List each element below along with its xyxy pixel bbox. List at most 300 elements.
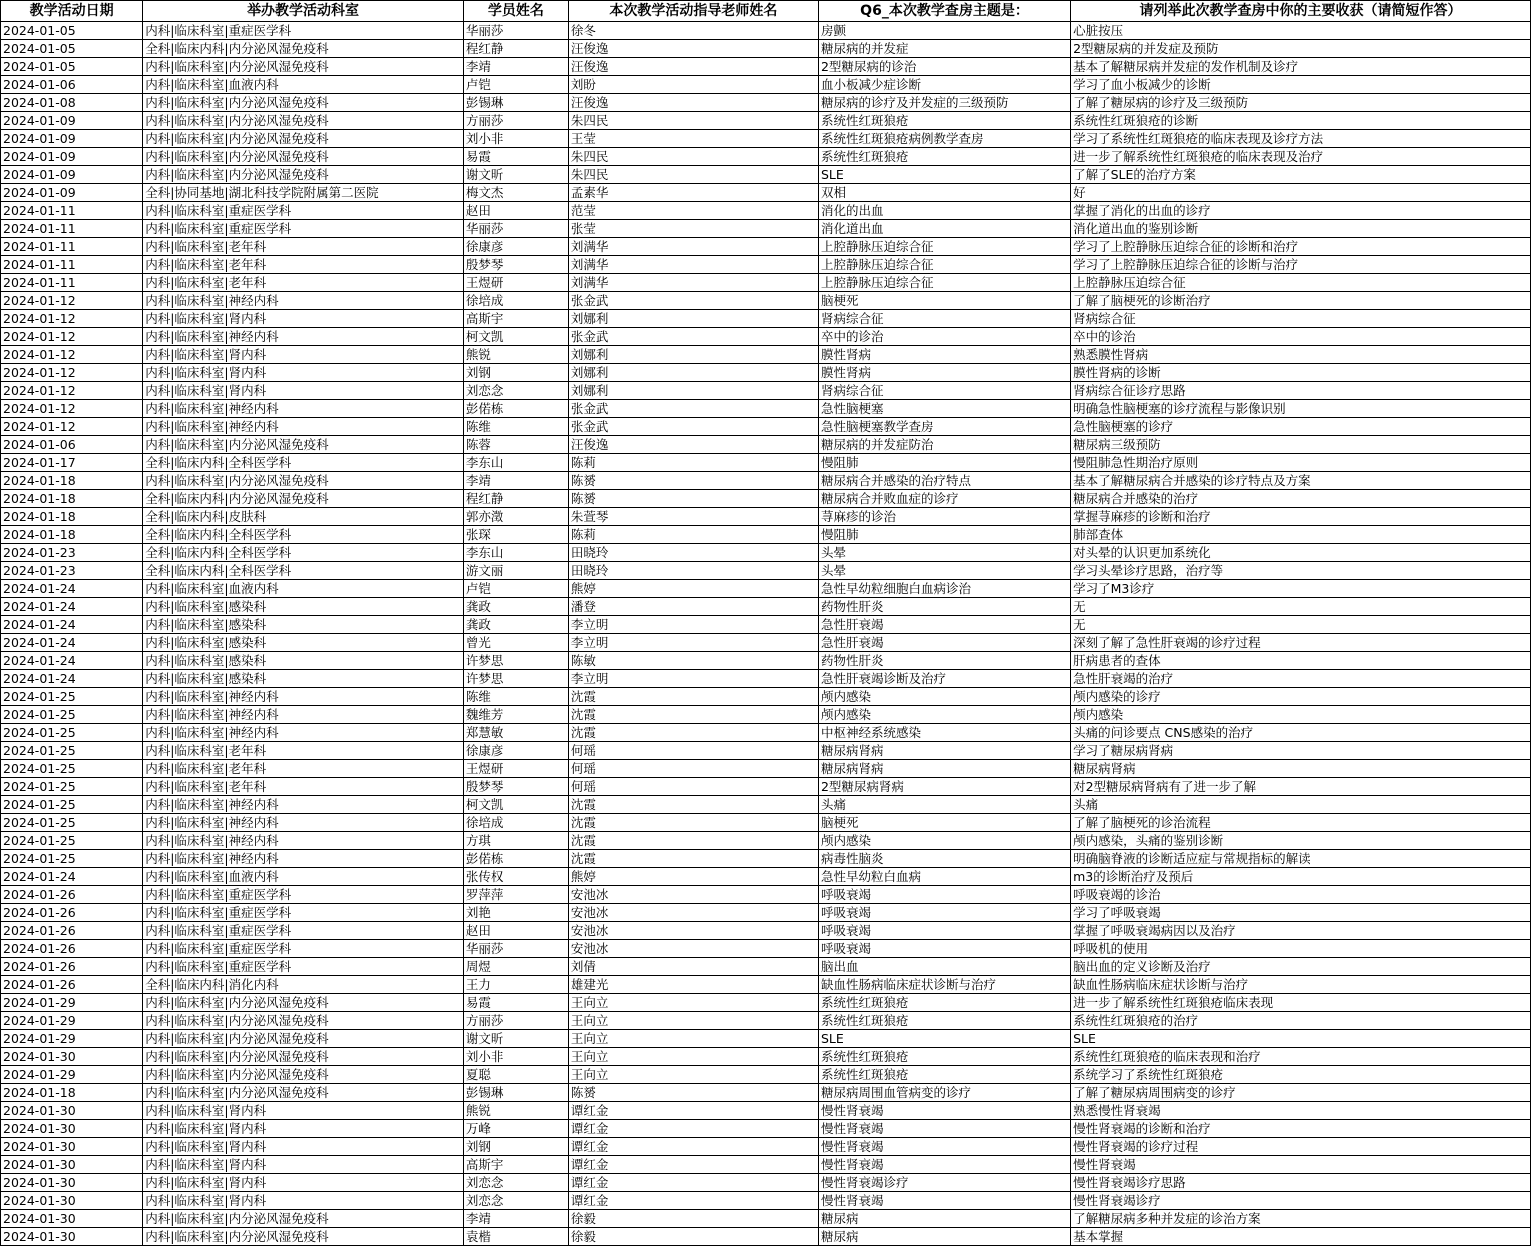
cell-student[interactable]: 徐康彦 [463,742,568,760]
cell-topic[interactable]: 双相 [818,184,1070,202]
cell-gain[interactable]: 学习了血小板减少的诊断 [1071,76,1531,94]
cell-topic[interactable]: 脑梗死 [818,292,1070,310]
cell-date[interactable]: 2024-01-26 [1,922,143,940]
cell-dept[interactable]: 内科|临床科室|老年科 [143,760,464,778]
cell-topic[interactable]: 慢性肾衰竭 [818,1102,1070,1120]
cell-gain[interactable]: 进一步了解系统性红斑狼疮的临床表现及治疗 [1071,148,1531,166]
cell-teacher[interactable]: 陈莉 [568,526,818,544]
header-dept[interactable]: 举办教学活动科室 [143,1,464,22]
cell-teacher[interactable]: 刘娜利 [568,310,818,328]
cell-teacher[interactable]: 谭红金 [568,1174,818,1192]
cell-dept[interactable]: 内科|临床科室|血液内科 [143,868,464,886]
cell-teacher[interactable]: 朱四民 [568,112,818,130]
cell-gain[interactable]: 头痛 [1071,796,1531,814]
cell-gain[interactable]: 好 [1071,184,1531,202]
cell-student[interactable]: 陈维 [463,688,568,706]
cell-teacher[interactable]: 陈赟 [568,490,818,508]
cell-date[interactable]: 2024-01-26 [1,940,143,958]
cell-student[interactable]: 彭偌栋 [463,850,568,868]
cell-date[interactable]: 2024-01-17 [1,454,143,472]
cell-topic[interactable]: 慢性肾衰竭 [818,1138,1070,1156]
cell-topic[interactable]: 上腔静脉压迫综合征 [818,256,1070,274]
cell-student[interactable]: 卢铠 [463,580,568,598]
cell-student[interactable]: 赵田 [463,922,568,940]
cell-teacher[interactable]: 王向立 [568,1012,818,1030]
cell-topic[interactable]: 2型糖尿病的诊治 [818,58,1070,76]
cell-student[interactable]: 梅文杰 [463,184,568,202]
cell-teacher[interactable]: 刘满华 [568,238,818,256]
cell-gain[interactable]: 掌握了呼吸衰竭病因以及治疗 [1071,922,1531,940]
cell-dept[interactable]: 内科|临床科室|内分泌风湿免疫科 [143,1210,464,1228]
cell-date[interactable]: 2024-01-18 [1,1084,143,1102]
cell-teacher[interactable]: 王莹 [568,130,818,148]
cell-student[interactable]: 刘钢 [463,364,568,382]
cell-teacher[interactable]: 熊婷 [568,580,818,598]
cell-date[interactable]: 2024-01-25 [1,796,143,814]
cell-gain[interactable]: 无 [1071,598,1531,616]
cell-dept[interactable]: 全科|协同基地|湖北科技学院附属第二医院 [143,184,464,202]
cell-date[interactable]: 2024-01-26 [1,958,143,976]
cell-date[interactable]: 2024-01-23 [1,544,143,562]
cell-gain[interactable]: 熟悉慢性肾衰竭 [1071,1102,1531,1120]
cell-topic[interactable]: 房颤 [818,22,1070,40]
cell-dept[interactable]: 内科|临床科室|肾内科 [143,310,464,328]
cell-gain[interactable]: 颅内感染的诊疗 [1071,688,1531,706]
cell-date[interactable]: 2024-01-24 [1,580,143,598]
cell-student[interactable]: 卢铠 [463,76,568,94]
cell-dept[interactable]: 内科|临床科室|感染科 [143,598,464,616]
cell-student[interactable]: 徐培成 [463,292,568,310]
cell-dept[interactable]: 内科|临床科室|重症医学科 [143,940,464,958]
cell-teacher[interactable]: 汪俊逸 [568,94,818,112]
cell-student[interactable]: 方丽莎 [463,112,568,130]
cell-gain[interactable]: 熟悉膜性肾病 [1071,346,1531,364]
cell-dept[interactable]: 内科|临床科室|感染科 [143,616,464,634]
cell-dept[interactable]: 全科|临床内科|全科医学科 [143,544,464,562]
cell-dept[interactable]: 内科|临床科室|内分泌风湿免疫科 [143,166,464,184]
cell-date[interactable]: 2024-01-09 [1,166,143,184]
cell-teacher[interactable]: 田晓玲 [568,562,818,580]
cell-topic[interactable]: 卒中的诊治 [818,328,1070,346]
cell-date[interactable]: 2024-01-24 [1,634,143,652]
cell-gain[interactable]: 肺部查体 [1071,526,1531,544]
cell-topic[interactable]: 呼吸衰竭 [818,940,1070,958]
cell-topic[interactable]: 糖尿病肾病 [818,760,1070,778]
cell-teacher[interactable]: 沈霞 [568,850,818,868]
cell-teacher[interactable]: 朱四民 [568,166,818,184]
cell-teacher[interactable]: 李立明 [568,670,818,688]
cell-dept[interactable]: 全科|临床内科|内分泌风湿免疫科 [143,40,464,58]
cell-teacher[interactable]: 张金武 [568,418,818,436]
cell-dept[interactable]: 内科|临床科室|重症医学科 [143,22,464,40]
cell-student[interactable]: 夏聪 [463,1066,568,1084]
cell-gain[interactable]: 基本了解糖尿病合并感染的诊疗特点及方案 [1071,472,1531,490]
cell-student[interactable]: 徐培成 [463,814,568,832]
cell-topic[interactable]: 头痛 [818,796,1070,814]
cell-date[interactable]: 2024-01-11 [1,274,143,292]
cell-student[interactable]: 李东山 [463,454,568,472]
cell-date[interactable]: 2024-01-11 [1,256,143,274]
cell-student[interactable]: 郭亦澂 [463,508,568,526]
cell-student[interactable]: 陈维 [463,418,568,436]
cell-topic[interactable]: 系统性红斑狼疮 [818,148,1070,166]
cell-dept[interactable]: 内科|临床科室|血液内科 [143,76,464,94]
cell-student[interactable]: 彭偌栋 [463,400,568,418]
cell-dept[interactable]: 全科|临床内科|全科医学科 [143,526,464,544]
cell-dept[interactable]: 内科|临床科室|肾内科 [143,1102,464,1120]
cell-student[interactable]: 刘恋念 [463,1192,568,1210]
cell-date[interactable]: 2024-01-25 [1,850,143,868]
cell-date[interactable]: 2024-01-26 [1,904,143,922]
cell-dept[interactable]: 内科|临床科室|内分泌风湿免疫科 [143,1228,464,1246]
cell-dept[interactable]: 内科|临床科室|神经内科 [143,400,464,418]
cell-gain[interactable]: 呼吸机的使用 [1071,940,1531,958]
cell-date[interactable]: 2024-01-29 [1,994,143,1012]
cell-gain[interactable]: 系统学习了系统性红斑狼疮 [1071,1066,1531,1084]
cell-teacher[interactable]: 何瑶 [568,742,818,760]
cell-student[interactable]: 程红静 [463,490,568,508]
cell-teacher[interactable]: 陈赟 [568,1084,818,1102]
cell-date[interactable]: 2024-01-30 [1,1102,143,1120]
cell-date[interactable]: 2024-01-23 [1,562,143,580]
cell-student[interactable]: 徐康彦 [463,238,568,256]
cell-student[interactable]: 许梦思 [463,652,568,670]
header-student[interactable]: 学员姓名 [463,1,568,22]
cell-date[interactable]: 2024-01-18 [1,526,143,544]
cell-topic[interactable]: 系统性红斑狼疮 [818,1066,1070,1084]
cell-teacher[interactable]: 张金武 [568,400,818,418]
cell-topic[interactable]: 上腔静脉压迫综合征 [818,274,1070,292]
cell-gain[interactable]: 缺血性肠病临床症状诊断与治疗 [1071,976,1531,994]
cell-gain[interactable]: 慢性肾衰竭 [1071,1156,1531,1174]
cell-teacher[interactable]: 谭红金 [568,1138,818,1156]
cell-dept[interactable]: 内科|临床科室|神经内科 [143,850,464,868]
cell-dept[interactable]: 内科|临床科室|重症医学科 [143,220,464,238]
cell-student[interactable]: 刘钢 [463,1138,568,1156]
cell-student[interactable]: 袁楷 [463,1228,568,1246]
cell-dept[interactable]: 内科|临床科室|肾内科 [143,364,464,382]
cell-date[interactable]: 2024-01-09 [1,148,143,166]
cell-gain[interactable]: 肾病综合征诊疗思路 [1071,382,1531,400]
cell-gain[interactable]: 脑出血的定义诊断及治疗 [1071,958,1531,976]
cell-topic[interactable]: 系统性红斑狼疮 [818,994,1070,1012]
cell-dept[interactable]: 内科|临床科室|神经内科 [143,814,464,832]
cell-dept[interactable]: 内科|临床科室|神经内科 [143,832,464,850]
cell-student[interactable]: 高斯宇 [463,1156,568,1174]
cell-topic[interactable]: 呼吸衰竭 [818,886,1070,904]
cell-date[interactable]: 2024-01-30 [1,1156,143,1174]
cell-gain[interactable]: 学习了糖尿病肾病 [1071,742,1531,760]
cell-teacher[interactable]: 徐毅 [568,1228,818,1246]
cell-dept[interactable]: 内科|临床科室|重症医学科 [143,958,464,976]
cell-teacher[interactable]: 沈霞 [568,724,818,742]
cell-student[interactable]: 刘恋念 [463,1174,568,1192]
cell-dept[interactable]: 内科|临床科室|内分泌风湿免疫科 [143,1030,464,1048]
cell-topic[interactable]: 急性脑梗塞教学查房 [818,418,1070,436]
cell-teacher[interactable]: 刘娜利 [568,346,818,364]
cell-teacher[interactable]: 刘娜利 [568,364,818,382]
cell-dept[interactable]: 内科|临床科室|感染科 [143,652,464,670]
header-topic[interactable]: Q6_本次教学查房主题是： [818,1,1070,22]
cell-date[interactable]: 2024-01-05 [1,58,143,76]
cell-teacher[interactable]: 安池冰 [568,904,818,922]
cell-gain[interactable]: 了解了SLE的治疗方案 [1071,166,1531,184]
cell-dept[interactable]: 全科|临床内科|消化内科 [143,976,464,994]
cell-teacher[interactable]: 王向立 [568,1048,818,1066]
cell-date[interactable]: 2024-01-12 [1,292,143,310]
cell-gain[interactable]: 了解了糖尿病的诊疗及三级预防 [1071,94,1531,112]
cell-student[interactable]: 方丽莎 [463,1012,568,1030]
cell-student[interactable]: 柯文凯 [463,796,568,814]
cell-date[interactable]: 2024-01-25 [1,814,143,832]
cell-gain[interactable]: SLE [1071,1030,1531,1048]
cell-date[interactable]: 2024-01-25 [1,742,143,760]
cell-topic[interactable]: 系统性红斑狼疮病例教学查房 [818,130,1070,148]
cell-teacher[interactable]: 潘登 [568,598,818,616]
cell-gain[interactable]: 上腔静脉压迫综合征 [1071,274,1531,292]
cell-gain[interactable]: 学习了呼吸衰竭 [1071,904,1531,922]
cell-topic[interactable]: 糖尿病合并败血症的诊疗 [818,490,1070,508]
cell-date[interactable]: 2024-01-11 [1,202,143,220]
cell-date[interactable]: 2024-01-12 [1,328,143,346]
cell-dept[interactable]: 内科|临床科室|老年科 [143,778,464,796]
cell-topic[interactable]: 慢性肾衰竭 [818,1192,1070,1210]
cell-gain[interactable]: 明确急性脑梗塞的诊疗流程与影像识别 [1071,400,1531,418]
cell-student[interactable]: 魏维芳 [463,706,568,724]
cell-teacher[interactable]: 谭红金 [568,1156,818,1174]
cell-topic[interactable]: 慢性肾衰竭 [818,1120,1070,1138]
cell-teacher[interactable]: 张金武 [568,328,818,346]
cell-topic[interactable]: 消化的出血 [818,202,1070,220]
cell-date[interactable]: 2024-01-18 [1,472,143,490]
cell-date[interactable]: 2024-01-30 [1,1210,143,1228]
cell-student[interactable]: 谢文昕 [463,1030,568,1048]
cell-date[interactable]: 2024-01-12 [1,382,143,400]
cell-date[interactable]: 2024-01-25 [1,832,143,850]
cell-topic[interactable]: SLE [818,166,1070,184]
cell-gain[interactable]: 颅内感染，头痛的鉴别诊断 [1071,832,1531,850]
cell-student[interactable]: 彭锡琳 [463,94,568,112]
cell-topic[interactable]: 系统性红斑狼疮 [818,1048,1070,1066]
cell-student[interactable]: 李东山 [463,544,568,562]
cell-student[interactable]: 程红静 [463,40,568,58]
cell-student[interactable]: 高斯宇 [463,310,568,328]
cell-dept[interactable]: 内科|临床科室|神经内科 [143,418,464,436]
cell-student[interactable]: 熊锐 [463,1102,568,1120]
cell-date[interactable]: 2024-01-08 [1,94,143,112]
cell-date[interactable]: 2024-01-25 [1,706,143,724]
cell-teacher[interactable]: 范莹 [568,202,818,220]
cell-gain[interactable]: m3的诊断治疗及预后 [1071,868,1531,886]
cell-topic[interactable]: 糖尿病的并发症 [818,40,1070,58]
cell-topic[interactable]: 糖尿病合并感染的治疗特点 [818,472,1070,490]
cell-dept[interactable]: 内科|临床科室|内分泌风湿免疫科 [143,112,464,130]
cell-student[interactable]: 殷梦琴 [463,256,568,274]
cell-student[interactable]: 刘艳 [463,904,568,922]
cell-topic[interactable]: 药物性肝炎 [818,652,1070,670]
cell-date[interactable]: 2024-01-30 [1,1228,143,1246]
cell-topic[interactable]: 脑出血 [818,958,1070,976]
cell-student[interactable]: 华丽莎 [463,220,568,238]
cell-gain[interactable]: 肾病综合征 [1071,310,1531,328]
cell-teacher[interactable]: 刘满华 [568,256,818,274]
cell-gain[interactable]: 掌握了消化的出血的诊疗 [1071,202,1531,220]
cell-gain[interactable]: 糖尿病三级预防 [1071,436,1531,454]
cell-gain[interactable]: 学习了上腔静脉压迫综合征的诊断和治疗 [1071,238,1531,256]
cell-dept[interactable]: 内科|临床科室|肾内科 [143,1174,464,1192]
cell-date[interactable]: 2024-01-25 [1,688,143,706]
cell-gain[interactable]: 学习了M3诊疗 [1071,580,1531,598]
cell-topic[interactable]: 急性早幼粒白血病 [818,868,1070,886]
cell-dept[interactable]: 内科|临床科室|肾内科 [143,1156,464,1174]
cell-date[interactable]: 2024-01-09 [1,112,143,130]
cell-topic[interactable]: 上腔静脉压迫综合征 [818,238,1070,256]
cell-student[interactable]: 郑慧敏 [463,724,568,742]
cell-date[interactable]: 2024-01-05 [1,40,143,58]
cell-topic[interactable]: 消化道出血 [818,220,1070,238]
cell-teacher[interactable]: 安池冰 [568,886,818,904]
cell-date[interactable]: 2024-01-12 [1,364,143,382]
cell-topic[interactable]: 颅内感染 [818,706,1070,724]
cell-topic[interactable]: 系统性红斑狼疮 [818,112,1070,130]
cell-gain[interactable]: 头痛的问诊要点 CNS感染的治疗 [1071,724,1531,742]
cell-topic[interactable]: 急性脑梗塞 [818,400,1070,418]
cell-student[interactable]: 王煜研 [463,274,568,292]
cell-student[interactable]: 赵田 [463,202,568,220]
cell-gain[interactable]: 基本掌握 [1071,1228,1531,1246]
cell-date[interactable]: 2024-01-26 [1,886,143,904]
cell-topic[interactable]: 荨麻疹的诊治 [818,508,1070,526]
cell-dept[interactable]: 内科|临床科室|内分泌风湿免疫科 [143,94,464,112]
cell-gain[interactable]: 慢阻肺急性期治疗原则 [1071,454,1531,472]
cell-topic[interactable]: 头晕 [818,562,1070,580]
cell-teacher[interactable]: 刘满华 [568,274,818,292]
cell-student[interactable]: 殷梦琴 [463,778,568,796]
cell-gain[interactable]: 急性肝衰竭的治疗 [1071,670,1531,688]
cell-gain[interactable]: 进一步了解系统性红斑狼疮临床表现 [1071,994,1531,1012]
cell-dept[interactable]: 内科|临床科室|肾内科 [143,1192,464,1210]
cell-teacher[interactable]: 熊婷 [568,868,818,886]
cell-dept[interactable]: 内科|临床科室|内分泌风湿免疫科 [143,1066,464,1084]
cell-date[interactable]: 2024-01-30 [1,1192,143,1210]
cell-gain[interactable]: 明确脑脊液的诊断适应症与常规指标的解读 [1071,850,1531,868]
cell-gain[interactable]: 卒中的诊治 [1071,328,1531,346]
cell-student[interactable]: 谢文昕 [463,166,568,184]
cell-gain[interactable]: 颅内感染 [1071,706,1531,724]
cell-dept[interactable]: 内科|临床科室|感染科 [143,634,464,652]
cell-date[interactable]: 2024-01-09 [1,130,143,148]
cell-gain[interactable]: 肝病患者的查体 [1071,652,1531,670]
cell-gain[interactable]: 了解糖尿病多种并发症的诊治方案 [1071,1210,1531,1228]
header-teacher[interactable]: 本次教学活动指导老师姓名 [568,1,818,22]
cell-student[interactable]: 曾光 [463,634,568,652]
cell-date[interactable]: 2024-01-24 [1,598,143,616]
cell-teacher[interactable]: 陈赟 [568,472,818,490]
cell-gain[interactable]: 系统性红斑狼疮的治疗 [1071,1012,1531,1030]
cell-date[interactable]: 2024-01-24 [1,868,143,886]
cell-date[interactable]: 2024-01-24 [1,652,143,670]
cell-dept[interactable]: 内科|临床科室|神经内科 [143,328,464,346]
cell-teacher[interactable]: 谭红金 [568,1192,818,1210]
cell-dept[interactable]: 全科|临床内科|皮肤科 [143,508,464,526]
cell-dept[interactable]: 内科|临床科室|神经内科 [143,796,464,814]
cell-topic[interactable]: 2型糖尿病肾病 [818,778,1070,796]
cell-student[interactable]: 熊锐 [463,346,568,364]
cell-dept[interactable]: 内科|临床科室|重症医学科 [143,904,464,922]
cell-student[interactable]: 刘小非 [463,130,568,148]
cell-date[interactable]: 2024-01-29 [1,1030,143,1048]
cell-dept[interactable]: 内科|临床科室|重症医学科 [143,922,464,940]
cell-gain[interactable]: 呼吸衰竭的诊治 [1071,886,1531,904]
cell-dept[interactable]: 内科|临床科室|神经内科 [143,688,464,706]
cell-topic[interactable]: 糖尿病 [818,1210,1070,1228]
cell-gain[interactable]: 深刻了解了急性肝衰竭的诊疗过程 [1071,634,1531,652]
cell-teacher[interactable]: 刘倩 [568,958,818,976]
cell-gain[interactable]: 心脏按压 [1071,22,1531,40]
cell-gain[interactable]: 对2型糖尿病肾病有了进一步了解 [1071,778,1531,796]
cell-student[interactable]: 王煜研 [463,760,568,778]
cell-teacher[interactable]: 王向立 [568,1030,818,1048]
cell-gain[interactable]: 对头晕的认识更加系统化 [1071,544,1531,562]
cell-teacher[interactable]: 田晓玲 [568,544,818,562]
cell-gain[interactable]: 急性脑梗塞的诊疗 [1071,418,1531,436]
cell-teacher[interactable]: 李立明 [568,616,818,634]
cell-topic[interactable]: 慢性肾衰竭诊疗 [818,1174,1070,1192]
cell-dept[interactable]: 内科|临床科室|肾内科 [143,346,464,364]
cell-dept[interactable]: 内科|临床科室|老年科 [143,274,464,292]
cell-student[interactable]: 李靖 [463,58,568,76]
cell-topic[interactable]: 颅内感染 [818,688,1070,706]
cell-gain[interactable]: 慢性肾衰竭诊疗 [1071,1192,1531,1210]
cell-teacher[interactable]: 朱萱琴 [568,508,818,526]
cell-student[interactable]: 方琪 [463,832,568,850]
cell-topic[interactable]: 肾病综合征 [818,310,1070,328]
cell-teacher[interactable]: 雄建光 [568,976,818,994]
cell-topic[interactable]: 糖尿病肾病 [818,742,1070,760]
cell-student[interactable]: 李靖 [463,1210,568,1228]
cell-gain[interactable]: 掌握荨麻疹的诊断和治疗 [1071,508,1531,526]
cell-date[interactable]: 2024-01-12 [1,346,143,364]
cell-teacher[interactable]: 徐冬 [568,22,818,40]
cell-topic[interactable]: 急性早幼粒细胞白血病诊治 [818,580,1070,598]
cell-student[interactable]: 龚政 [463,616,568,634]
cell-teacher[interactable]: 沈霞 [568,814,818,832]
cell-date[interactable]: 2024-01-25 [1,724,143,742]
cell-gain[interactable]: 2型糖尿病的并发症及预防 [1071,40,1531,58]
cell-teacher[interactable]: 孟素华 [568,184,818,202]
cell-topic[interactable]: 血小板减少症诊断 [818,76,1070,94]
cell-topic[interactable]: 急性肝衰竭 [818,634,1070,652]
cell-date[interactable]: 2024-01-29 [1,1066,143,1084]
cell-date[interactable]: 2024-01-18 [1,508,143,526]
cell-topic[interactable]: 糖尿病的诊疗及并发症的三级预防 [818,94,1070,112]
cell-gain[interactable]: 慢性肾衰竭诊疗思路 [1071,1174,1531,1192]
cell-student[interactable]: 易霞 [463,148,568,166]
cell-teacher[interactable]: 沈霞 [568,706,818,724]
cell-date[interactable]: 2024-01-18 [1,490,143,508]
cell-gain[interactable]: 慢性肾衰竭的诊断和治疗 [1071,1120,1531,1138]
cell-topic[interactable]: 慢阻肺 [818,526,1070,544]
cell-student[interactable]: 陈蓉 [463,436,568,454]
cell-student[interactable]: 柯文凯 [463,328,568,346]
cell-student[interactable]: 华丽莎 [463,22,568,40]
cell-dept[interactable]: 内科|临床科室|神经内科 [143,724,464,742]
cell-gain[interactable]: 学习了上腔静脉压迫综合征的诊断与治疗 [1071,256,1531,274]
cell-dept[interactable]: 内科|临床科室|肾内科 [143,1120,464,1138]
cell-dept[interactable]: 全科|临床内科|内分泌风湿免疫科 [143,490,464,508]
cell-dept[interactable]: 内科|临床科室|重症医学科 [143,202,464,220]
cell-teacher[interactable]: 王向立 [568,1066,818,1084]
